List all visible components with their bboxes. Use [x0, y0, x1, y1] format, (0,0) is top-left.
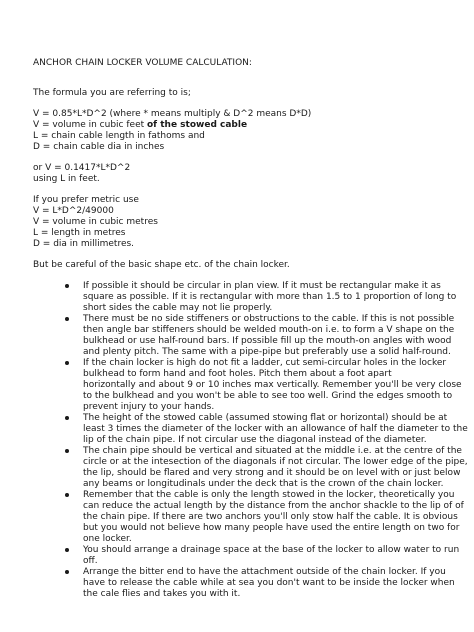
list-item-line: prevent injury to your hands. — [83, 402, 215, 412]
list-item-line: horizontally and about 9 or 10 inches max vertically. Remember you'll be very close — [83, 380, 462, 390]
intro-text: The formula you are referring to is; — [33, 88, 191, 98]
list-item-line: least 3 times the diameter of the locker with an allowance of half the diameter to the — [83, 424, 468, 434]
formula-l-definition: L = chain cable length in fathoms and — [33, 131, 205, 141]
list-item — [33, 358, 462, 413]
metric-equation: V = L*D^2/49000 — [33, 206, 114, 216]
list-item-line: one locker. — [83, 534, 132, 544]
list-item-text — [83, 567, 455, 600]
list-item-line: the lip, should be flared and very strong and it should be on level with or just below — [83, 468, 461, 478]
spacer — [33, 99, 434, 109]
spacer — [33, 185, 434, 195]
list-item-line: The height of the stowed cable (assumed stowing flat or horizontal) should be at — [83, 413, 448, 423]
list-item-line: square as possible. If it is rectangular with more than 1.5 to 1 proportion of long to — [83, 292, 457, 302]
list-item — [33, 545, 460, 567]
title-text: ANCHOR CHAIN LOCKER VOLUME CALCULATION: — [33, 58, 252, 68]
list-item-line: bulkhead or use half-round bars. If possible fill up the mouth-on angles with wood — [83, 336, 452, 346]
v-def-emphasis: of the stowed cable — [147, 120, 248, 130]
list-item-line: lip of the chain pipe. If not circular use the diagonal instead of the diameter. — [83, 435, 427, 445]
list-item-text — [83, 446, 468, 490]
spacer — [33, 69, 434, 88]
list-item-line: off. — [83, 556, 98, 566]
formula-block-imperial — [33, 109, 434, 153]
list-item — [33, 413, 468, 446]
list-item — [33, 446, 468, 490]
list-item-line: and plenty pitch. The same with a pipe-pipe but preferably use a solid half-round. — [83, 347, 451, 357]
bullet-icon — [65, 416, 69, 420]
metric-v-definition: V = volume in cubic metres — [33, 217, 158, 227]
list-item — [33, 281, 457, 314]
list-item-line: the cale flies and takes you with it. — [83, 589, 241, 599]
metric-l-definition: L = length in metres — [33, 228, 126, 238]
formula-block-feet — [33, 163, 434, 185]
list-item-text — [83, 358, 462, 413]
formula-feet-equation: or V = 0.1417*L*D^2 — [33, 163, 131, 173]
list-item-line: bulkhead to form hand and foot holes. Pitch them about a foot apart — [83, 369, 392, 379]
list-item-line: can reduce the actual length by the distance from the anchor shackle to the lip of of — [83, 501, 464, 511]
formula-equation: V = 0.85*L*D^2 (where * means multiply & D^2 means D*D) — [33, 109, 312, 119]
list-item-line: There must be no side stiffeners or obstructions to the cable. If this is not possible — [83, 314, 455, 324]
list-item-line: any beams or longitudinals under the deck that is the crown of the chain locker. — [83, 479, 444, 489]
spacer — [33, 153, 434, 163]
list-item-text — [83, 545, 460, 567]
list-item-line: circle or at the intesection of the diagonals if not circular. The lower edge of the pipe, — [83, 457, 468, 467]
formula-block-metric — [33, 195, 434, 250]
formula-v-definition — [33, 120, 434, 131]
list-item-line: If the chain locker is high do not fit a ladder, cut semi-circular holes in the locker — [83, 358, 447, 368]
metric-intro: If you prefer metric use — [33, 195, 139, 205]
list-item-line: If possible it should be circular in plan view. If it must be rectangular make it as — [83, 281, 441, 291]
list-item-line: Arrange the bitter end to have the attachment outside of the chain locker. If you — [83, 567, 446, 577]
caution-text: But be careful of the basic shape etc. of the chain locker. — [33, 260, 290, 270]
list-item-text — [83, 413, 468, 446]
list-item-line: to the bulkhead and you won't be able to see too well. Grind the edges smooth to — [83, 391, 453, 401]
bullet-icon — [65, 493, 69, 497]
metric-d-definition: D = dia in millimetres. — [33, 239, 135, 249]
list-item-line: but you would not believe how many people have used the entire length on two for — [83, 523, 460, 533]
caution-paragraph — [33, 260, 434, 271]
design-guidelines-list — [33, 281, 468, 600]
list-item-text — [83, 314, 455, 358]
list-item-line: Remember that the cable is only the length stowed in the locker, theoretically you — [83, 490, 455, 500]
v-def-prefix: V = volume in cubic feet — [33, 120, 147, 130]
intro-paragraph — [33, 88, 434, 99]
formula-feet-note: using L in feet. — [33, 174, 100, 184]
list-item-text — [83, 490, 464, 545]
bullet-icon — [65, 449, 69, 453]
bullet-icon — [65, 317, 69, 321]
list-item-line: the chain pipe. If there are two anchors you'll only stow half the cable. It is obvious — [83, 512, 458, 522]
list-item — [33, 314, 455, 358]
formula-d-definition: D = chain cable dia in inches — [33, 142, 165, 152]
list-item-text — [83, 281, 457, 314]
bullet-icon — [65, 548, 69, 552]
list-item-line: have to release the cable while at sea you don't want to be inside the locker when — [83, 578, 455, 588]
bullet-icon — [65, 284, 69, 288]
list-item — [33, 567, 455, 600]
bullet-icon — [65, 570, 69, 574]
list-item-line: then angle bar stiffeners should be welded mouth-on i.e. to form a V shape on the — [83, 325, 455, 335]
list-item — [33, 490, 464, 545]
spacer — [33, 250, 434, 260]
bullet-icon — [65, 361, 69, 365]
list-item-line: You should arrange a drainage space at the base of the locker to allow water to run — [83, 545, 460, 555]
document-title — [33, 58, 434, 69]
list-item-line: short sides the cable may not lie properly. — [83, 303, 273, 313]
list-item-line: The chain pipe should be vertical and situated at the middle i.e. at the centre of the — [83, 446, 462, 456]
